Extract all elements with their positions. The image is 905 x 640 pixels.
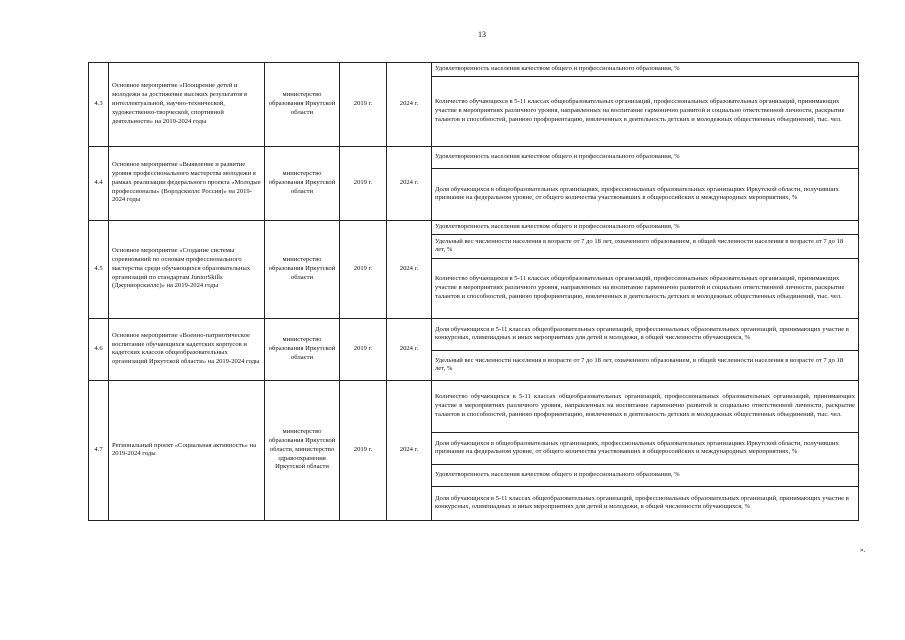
end-year: 2024 г. [387,318,432,380]
closing-quote-mark: ». [860,546,866,554]
indicator: Доля обучающихся в 5-11 классах общеобразовательных организаций, профессиональных образовательных организаций, принимающих участие в конкурсных, олимпиадных и иных мероприятиях для детей и молодежи, в общей численности обучающихся, % [432,318,859,350]
indicator: Удовлетворенность населения качеством общего и профессионального образования, % [432,464,859,486]
executor: министерство образования Иркутской области [265,146,340,220]
row-number: 4.6 [89,318,109,380]
start-year: 2019 г. [340,220,387,318]
executor: министерство образования Иркутской области [265,220,340,318]
event-name: Основное мероприятие «Выявление и развитие уровня профессионального мастерства молодежи в рамках реализации федерального проекта «Молодые профессионалы» (Ворлдскиллс Россия)» на 2019-2024 годы [109,146,265,220]
table-row [89,380,859,432]
table-row [89,318,859,350]
indicator: Доля обучающихся в 5-11 классах общеобразовательных организаций, профессиональных образовательных организаций, принимающих участие в конкурсных, олимпиадных и иных мероприятиях для детей и молодежи, в общей численности обучающихся, % [432,486,859,520]
indicator: Количество обучающихся в 5-11 классах общеобразовательных организаций, профессиональных образовательных организаций, принимающих участие в мероприятиях различного уровня, направленных на воспитание гармонично развитой и социально ответственной личности, раскрытие талантов и способностей, раннюю профориентацию, вовлеченных в деятельность детских и молодежных общественных объединений, тыс. чел. [432,76,859,146]
row-number: 4.3 [89,63,109,147]
indicator: Удовлетворенность населения качеством общего и профессионального образования, % [432,146,859,168]
event-name: Основное мероприятие «Военно-патриотическое воспитание обучающихся кадетских корпусов и кадетских классов общеобразовательных организаций Иркутской области» на 2019-2024 годы [109,318,265,380]
table-row [89,63,859,77]
row-number: 4.5 [89,220,109,318]
end-year: 2024 г. [387,63,432,147]
indicator: Удовлетворенность населения качеством общего и профессионального образования, % [432,220,859,234]
indicator: Доля обучающихся в общеобразовательных организациях, профессиональных образовательных организациях Иркутской области, получивших признание на федеральном уровне, от общего количества участвовавших в общероссийских и международных мероприятиях, % [432,432,859,464]
indicator: Удельный вес численности населения в возрасте от 7 до 18 лет, охваченного образованием, в общей численности населения в возрасте от 7 до 18 лет, % [432,350,859,380]
event-name: Основное мероприятие «Поощрение детей и молодежи за достижение высоких результатов в интеллектуальной, научно-технической, художественно-творческой, спортивной деятельности» на 2019-2024 годы [109,63,265,147]
end-year: 2024 г. [387,380,432,520]
end-year: 2024 г. [387,146,432,220]
table-row [89,146,859,168]
row-number: 4.7 [89,380,109,520]
executor: министерство образования Иркутской области, министерство здравоохранения Иркутской области [265,380,340,520]
indicator: Количество обучающихся в 5-11 классах общеобразовательных организаций, профессиональных образовательных организаций, принимающих участие в мероприятиях различного уровня, направленных на воспитание гармонично развитой и социально ответственной личности, раскрытие талантов и способностей, раннюю профориентацию, вовлеченных в деятельность детских и молодежных общественных объединений, тыс. чел. [432,380,859,432]
end-year: 2024 г. [387,220,432,318]
start-year: 2019 г. [340,318,387,380]
start-year: 2019 г. [340,146,387,220]
table-row [89,220,859,234]
row-number: 4.4 [89,146,109,220]
indicator: Доля обучающихся в общеобразовательных организациях, профессиональных образовательных организациях Иркутской области, получивших признание на федеральном уровне, от общего количества участвовавших в общероссийских и международных мероприятиях, % [432,168,859,220]
page-number: 13 [478,30,486,39]
indicator: Удовлетворенность населения качеством общего и профессионального образования, % [432,63,859,77]
indicator: Количество обучающихся в 5-11 классах общеобразовательных организаций, профессиональных образовательных организаций, принимающих участие в мероприятиях различного уровня, направленных на воспитание гармонично развитой и социально ответственной личности, раскрытие талантов и способностей, раннюю профориентацию, вовлеченных в деятельность детских и молодежных общественных объединений, тыс. чел. [432,258,859,318]
start-year: 2019 г. [340,380,387,520]
executor: министерство образования Иркутской области [265,318,340,380]
start-year: 2019 г. [340,63,387,147]
executor: министерство образования Иркутской области [265,63,340,147]
program-events-table [88,62,859,521]
event-name: Основное мероприятие «Создание системы соревнований по основам профессионального мастерства среди обучающихся образовательных организаций по стандартам JuniorSkills (Джуниорскиллс)» на 2019-2024 годы [109,220,265,318]
indicator: Удельный вес численности населения в возрасте от 7 до 18 лет, охваченного образованием, в общей численности населения в возрасте от 7 до 18 лет, % [432,234,859,258]
event-name: Региональный проект «Социальная активность» на 2019-2024 годы [109,380,265,520]
